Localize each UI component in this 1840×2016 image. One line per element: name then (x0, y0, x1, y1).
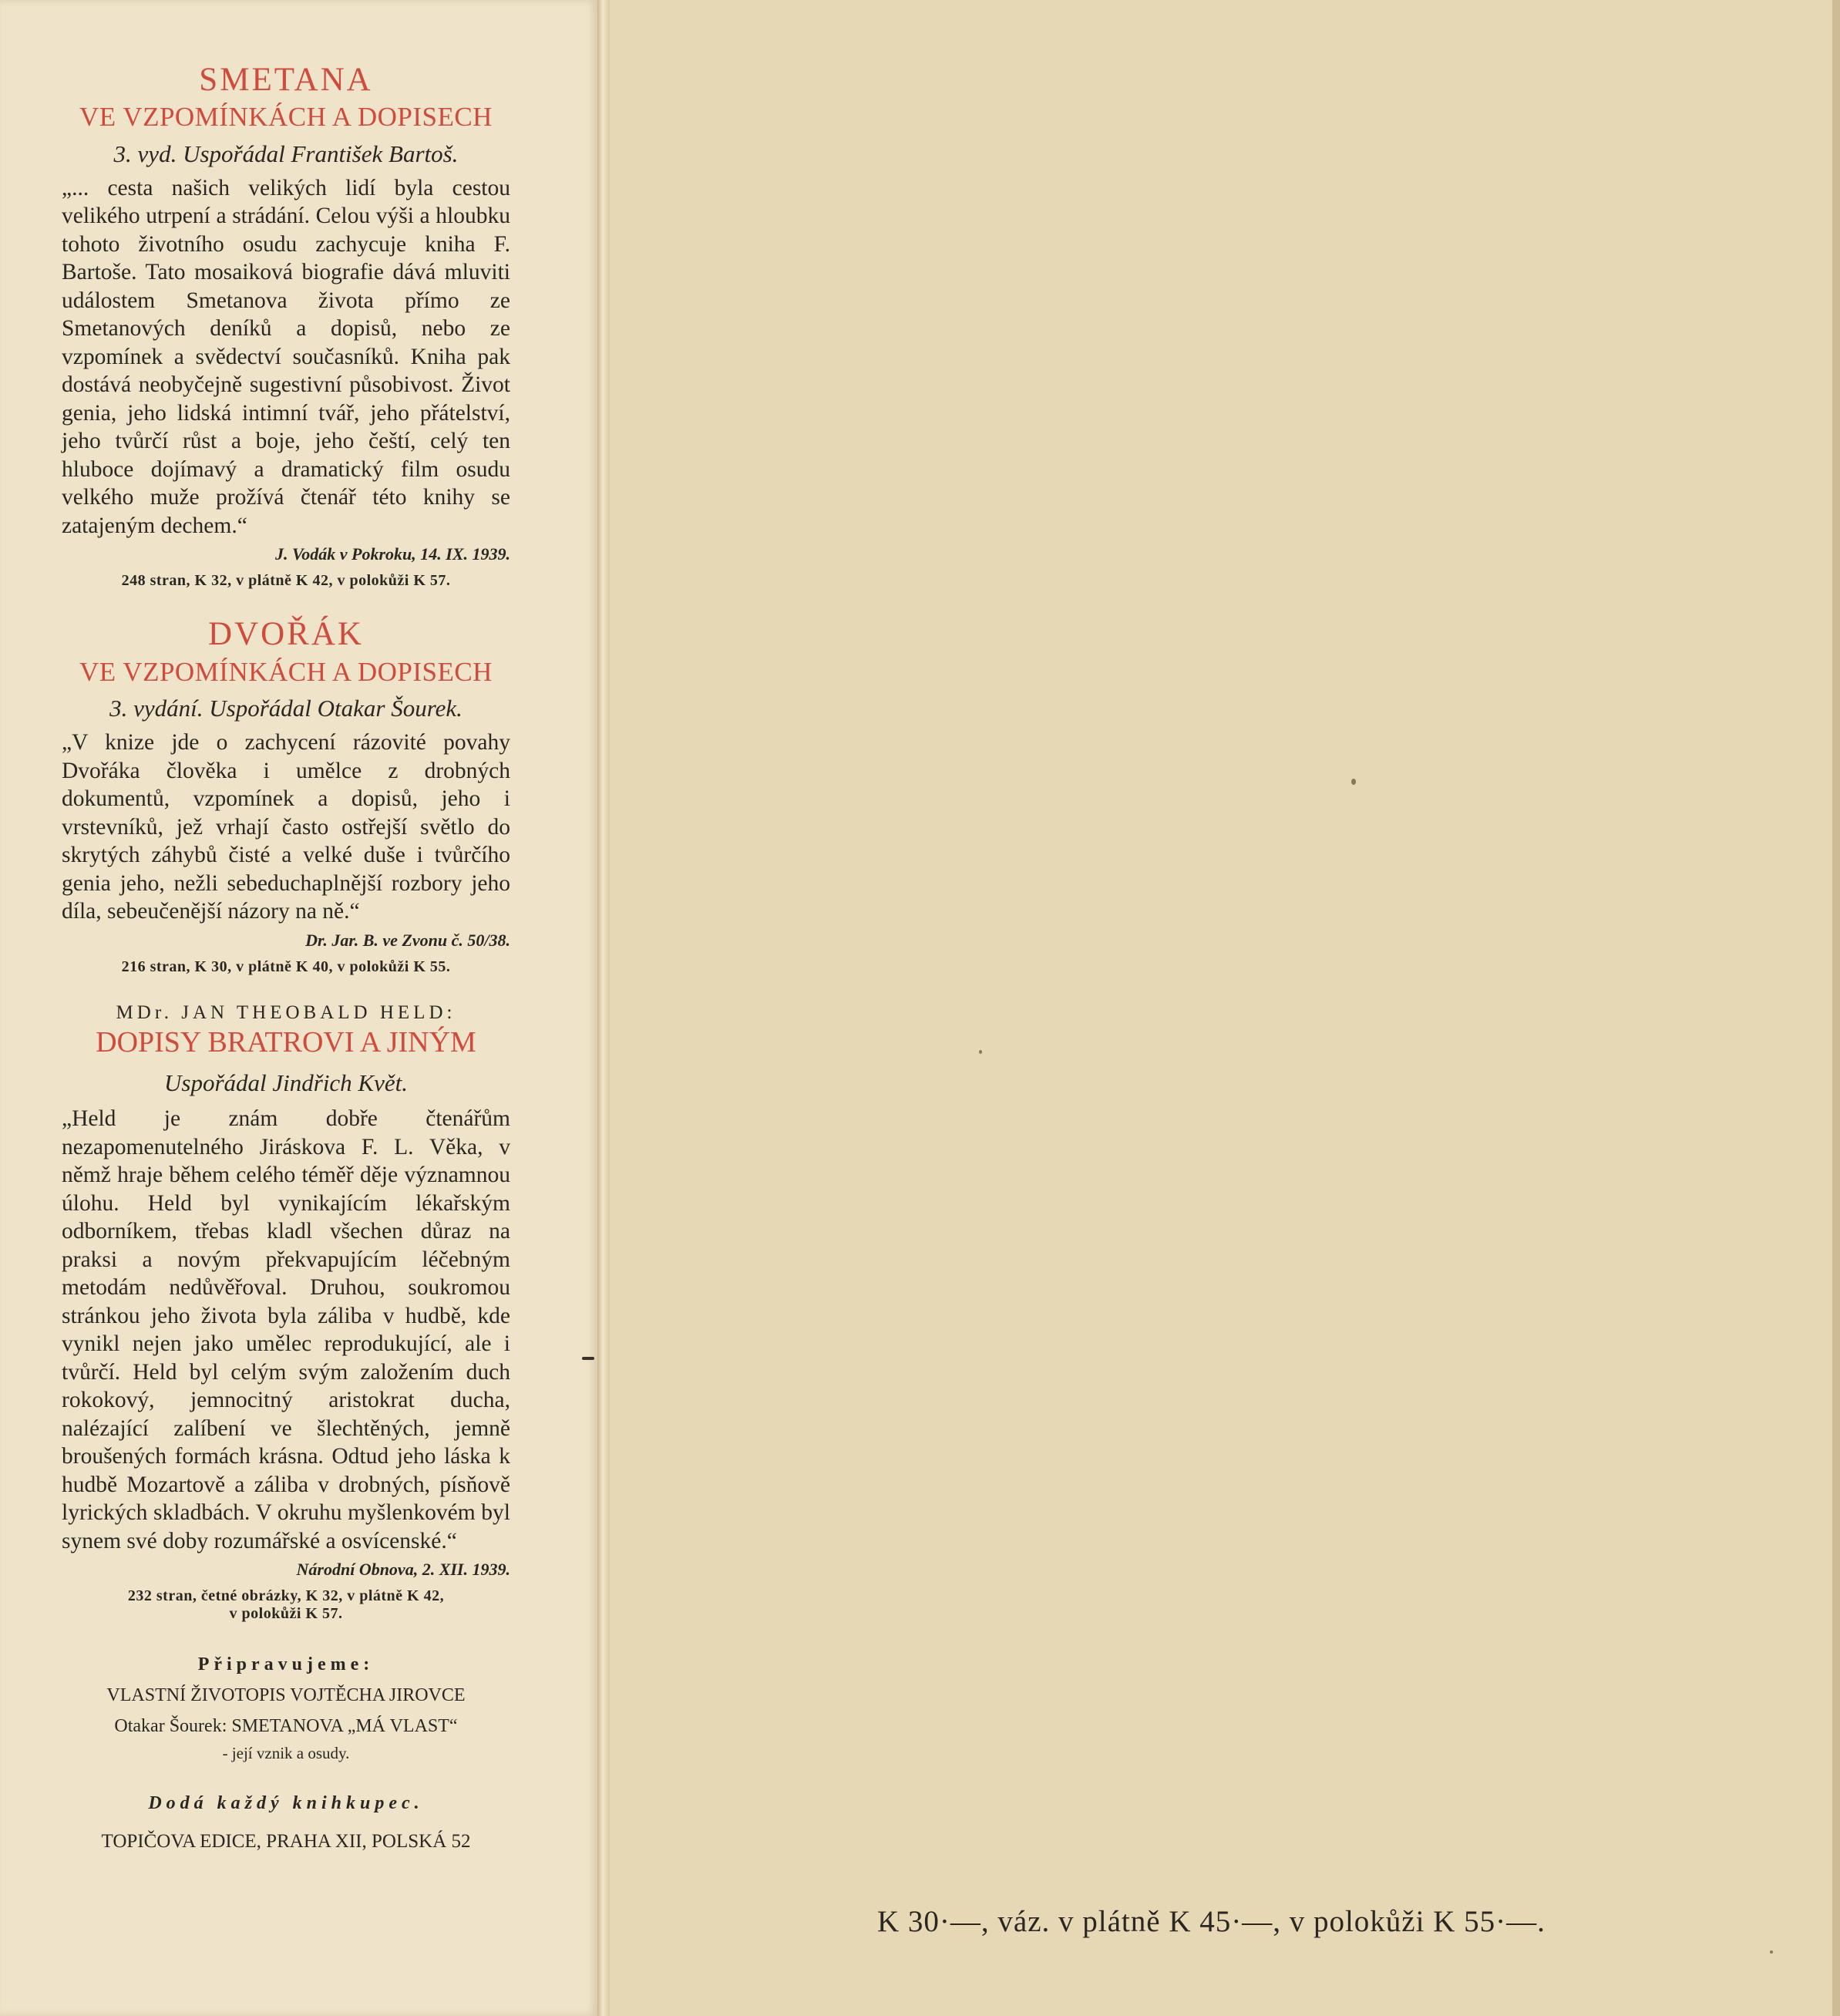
paper-speck (1351, 779, 1356, 785)
smetana-edition: 3. vyd. Uspořádal František Bartoš. (113, 140, 459, 167)
flap-text-column (62, 62, 510, 1857)
held-quote: „Held je znám dobře čtenářům nezapomenutelného Jiráskova F. L. Věka, v němž hraje během celého téměř děje významnou úlohu. Held byl vynikajícím lékařským odborníkem, třebas kladl všechen důraz na praksi a novým překvapujícím léčebným metodám nedůvěřoval. Druhou, soukromou stránkou jeho života byla záliba v hudbě, kde vynikl nejen jako umělec reprodukující, ale i tvůrčí. Held byl celým svým založením duch rokokový, jemnocitný aristokrat ducha, nalézající zalíbení ve šlechtěných, jemně broušených formách krásna. Odtud jeho láska k hudbě Mozartově a záliba v drobných, písňově lyrických skladbách. V okruhu myšlenkovém byl synem své doby rozumářské a osvícenské.“ (62, 1106, 510, 1553)
paper-speck (979, 1050, 982, 1054)
held-source: Národní Obnova, 2. XII. 1939. (296, 1560, 510, 1580)
held-editor: Uspořádal Jindřich Květ. (164, 1069, 408, 1097)
smetana-quote: „... cesta našich velikých lidí byla cestou velikého utrpení a strádání. Celou výši a hloubku tohoto životního osudu zachycuje kniha F. Bartoše. Tato mosaiková biografie dává mluviti událostem Smetanova života přímo ze Smetanových deníků a dopisů, nebo ze vzpomínek a svědectví současníků. Kniha pak dostává neobyčejně sugestivní působivost. Život genia, jeho lidská intimní tvář, jeho přátelství, jeho tvůrčí růst a boje, jeho čeští, celý ten hluboce dojímavý a dramatický film osudu velkého muže prožívá čtenář této knihy se zatajeným dechem.“ (62, 175, 510, 538)
upcoming-item-2-note: - její vznik a osudy. (222, 1744, 350, 1763)
held-price-1: 232 stran, četné obrázky, K 32, v plátně K 42, (127, 1587, 445, 1605)
smetana-price: 248 stran, K 32, v plátně K 42, v polokůži K 57. (121, 572, 451, 590)
back-cover (610, 0, 1840, 2016)
dvorak-entry (62, 616, 510, 975)
held-price-2: v polokůži K 57. (229, 1605, 343, 1623)
dvorak-price: 216 stran, K 30, v plátně K 40, v polokůži K 55. (121, 958, 451, 975)
paper-speck (1770, 1950, 1773, 1954)
held-title: DOPISY BRATROVI A JINÝM (96, 1025, 476, 1058)
dvorak-quote: „V knize jde o zachycení rázovité povahy Dvořáka člověka i umělce z drobných dokumentů, vzpomínek a dopisů, jeho i vrstevníků, jež vrhají často ostřejší světlo do skrytých záhybů čisté a velké duše i tvůrčího genia jeho, nežli sebeduchaplnější rozbory jeho díla, sebeučenější názory na ně.“ (62, 730, 510, 924)
held-entry (62, 1002, 510, 1624)
flap-fold (597, 0, 610, 2016)
smetana-title: SMETANA (199, 62, 373, 98)
booksellers-line: Dodá každý knihkupec. (148, 1793, 424, 1814)
upcoming-item-1: VLASTNÍ ŽIVOTOPIS VOJTĚCHA JIROVCE (106, 1685, 466, 1706)
publisher-line: TOPIČOVA EDICE, PRAHA XII, POLSKÁ 52 (101, 1831, 471, 1853)
dvorak-edition: 3. vydání. Uspořádal Otakar Šourek. (109, 695, 463, 722)
flap-footer (62, 1788, 510, 1857)
dvorak-source: Dr. Jar. B. ve Zvonu č. 50/38. (305, 930, 510, 950)
smetana-source: J. Vodák v Pokroku, 14. IX. 1939. (275, 544, 510, 564)
smetana-entry (62, 62, 510, 590)
dvorak-title: DVOŘÁK (208, 616, 364, 653)
upcoming-item-2: Otakar Šourek: SMETANOVA „MÁ VLAST“ (114, 1716, 458, 1737)
upcoming-section (62, 1649, 510, 1765)
paper-mark (582, 1357, 594, 1360)
smetana-subtitle: VE VZPOMÍNKÁCH A DOPISECH (79, 102, 493, 133)
held-author: MDr. JAN THEOBALD HELD: (116, 1001, 456, 1023)
upcoming-heading: Připravujeme: (197, 1654, 375, 1675)
cover-price: K 30·—, váz. v plátně K 45·—, v polokůži K 55·—. (877, 1905, 1546, 1938)
cover-edge (1832, 0, 1840, 2016)
dvorak-subtitle: VE VZPOMÍNKÁCH A DOPISECH (79, 656, 493, 687)
